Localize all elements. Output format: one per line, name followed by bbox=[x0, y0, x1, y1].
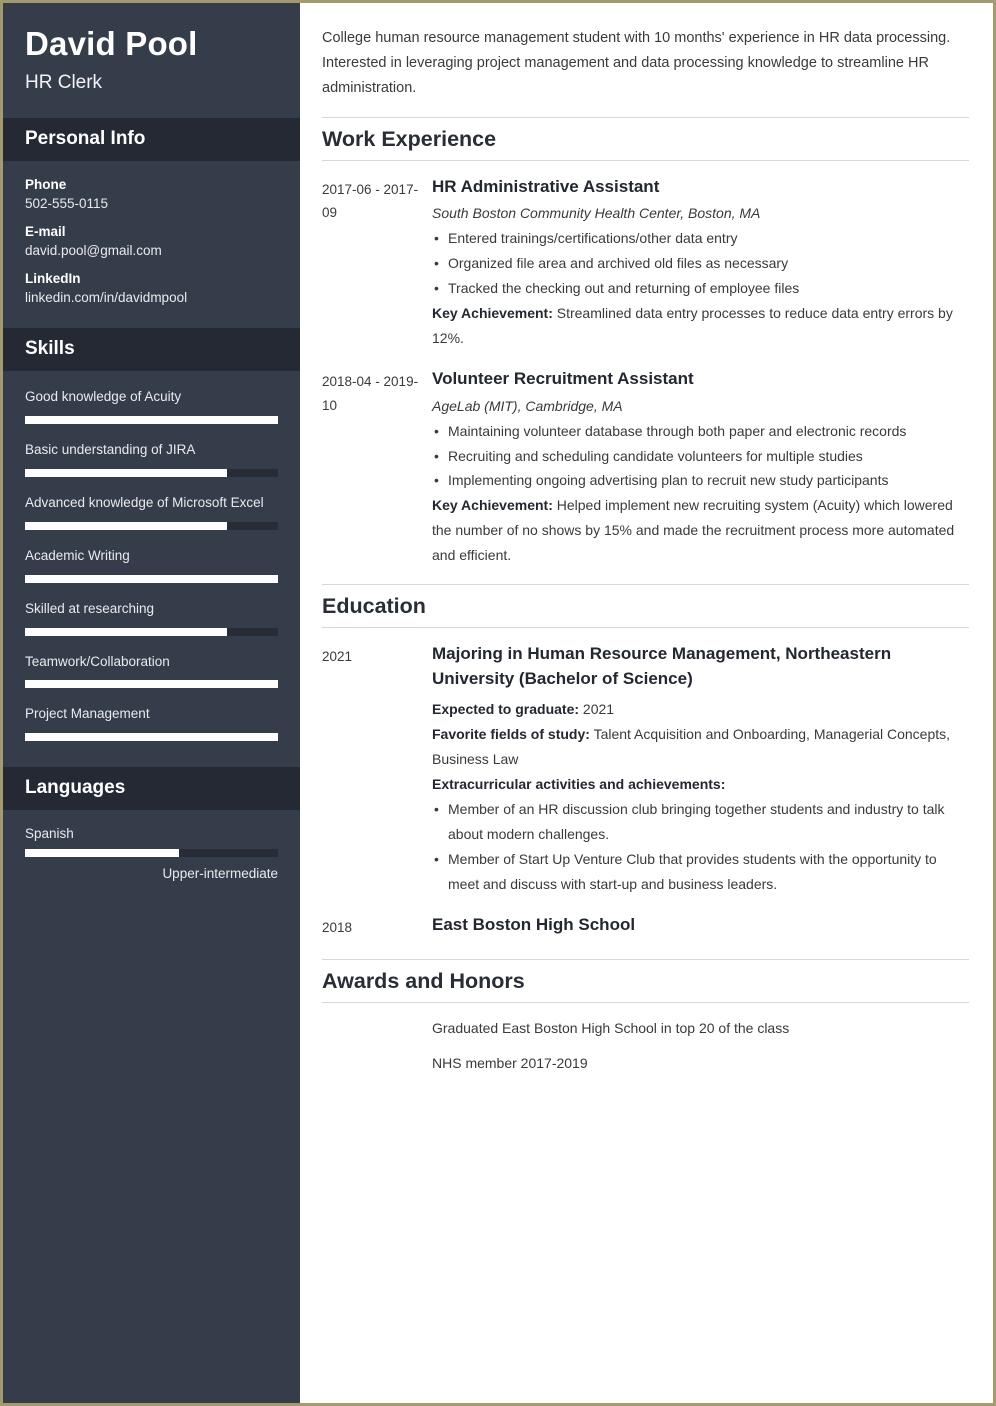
award-item bbox=[322, 1052, 969, 1074]
section-heading-awards: Awards and Honors bbox=[322, 959, 969, 1003]
contact-label: Phone bbox=[25, 176, 67, 192]
candidate-job-title: HR Clerk bbox=[25, 71, 103, 93]
skill-label: Advanced knowledge of Microsoft Excel bbox=[25, 494, 264, 510]
work-entry-date: 2017-06 - 2017-09 bbox=[322, 181, 419, 221]
work-entry-title: HR Administrative Assistant bbox=[432, 176, 660, 196]
education-field bbox=[432, 722, 969, 772]
skill-bar-track bbox=[25, 733, 278, 741]
education-field-value: Talent Acquisition and Onboarding, Managerial Concepts, Business Law bbox=[432, 726, 951, 768]
education-field-label: Expected to graduate: bbox=[432, 701, 580, 718]
skill-bar-track bbox=[25, 628, 278, 636]
skill-bar-fill bbox=[25, 416, 278, 424]
languages-list bbox=[3, 810, 300, 895]
skill-bar-fill bbox=[25, 522, 227, 530]
education-entry bbox=[322, 642, 969, 897]
candidate-name: David Pool bbox=[25, 25, 198, 62]
language-proficiency: Upper-intermediate bbox=[162, 866, 278, 882]
skill-label: Teamwork/Collaboration bbox=[25, 653, 170, 669]
contact-value-email[interactable]: david.pool@gmail.com bbox=[25, 242, 162, 258]
award-item bbox=[322, 1017, 969, 1039]
skill-label: Basic understanding of JIRA bbox=[25, 441, 196, 457]
education-field-label: Extracurricular activities and achievements: bbox=[432, 776, 726, 793]
sidebar bbox=[3, 3, 300, 1403]
skill-item bbox=[25, 704, 278, 741]
work-entry-body bbox=[432, 367, 969, 568]
skill-bar-track bbox=[25, 680, 278, 688]
section-heading-work-experience: Work Experience bbox=[322, 117, 969, 161]
language-label: Spanish bbox=[25, 826, 74, 842]
work-entry-body bbox=[432, 175, 969, 351]
skill-label: Good knowledge of Acuity bbox=[25, 388, 182, 404]
work-entry-achievement bbox=[432, 301, 969, 351]
skills-list bbox=[3, 371, 300, 767]
professional-summary: College human resource management student with 10 months' experience in HR data processing. Interested in leveraging project management and data processing knowledge to streamline HR administration. bbox=[322, 30, 951, 96]
education-field-label: Favorite fields of study: bbox=[432, 726, 590, 743]
skill-bar-fill bbox=[25, 733, 278, 741]
education-field bbox=[432, 697, 969, 722]
skill-item bbox=[25, 387, 278, 424]
contact-item-email bbox=[25, 224, 278, 258]
education-field bbox=[432, 772, 969, 797]
work-entry-bullets bbox=[432, 226, 969, 301]
skill-label: Project Management bbox=[25, 706, 150, 722]
skill-bar-track bbox=[25, 469, 278, 477]
sidebar-heading-personal-info: Personal Info bbox=[3, 118, 300, 161]
skill-bar-fill bbox=[25, 628, 227, 636]
contact-item-phone bbox=[25, 177, 278, 211]
main-content bbox=[300, 3, 993, 1403]
language-item bbox=[25, 826, 278, 881]
contact-label: LinkedIn bbox=[25, 270, 81, 286]
education-entry bbox=[322, 913, 969, 944]
list-item: • Entered trainings/certifications/other data entry bbox=[432, 226, 969, 251]
skill-label: Academic Writing bbox=[25, 547, 130, 563]
work-entry-title: Volunteer Recruitment Assistant bbox=[432, 368, 694, 388]
list-item: • Organized file area and archived old files as necessary bbox=[432, 251, 969, 276]
skill-item bbox=[25, 599, 278, 636]
list-item: • Implementing ongoing advertising plan to recruit new study participants bbox=[432, 468, 969, 493]
education-entry-title: East Boston High School bbox=[432, 914, 636, 934]
work-entry bbox=[322, 367, 969, 568]
skill-label: Skilled at researching bbox=[25, 600, 155, 616]
work-entry-date: 2018-04 - 2019-10 bbox=[322, 373, 419, 413]
skill-bar-track bbox=[25, 416, 278, 424]
sidebar-filler bbox=[3, 895, 300, 1403]
skill-bar-fill bbox=[25, 575, 278, 583]
skill-item bbox=[25, 546, 278, 583]
work-entry-bullets bbox=[432, 419, 969, 494]
award-text: NHS member 2017-2019 bbox=[432, 1054, 588, 1071]
skill-bar-fill bbox=[25, 680, 278, 688]
education-entry-date: 2018 bbox=[322, 919, 353, 935]
name-block bbox=[3, 3, 300, 118]
education-entry-title: Majoring in Human Resource Management, Northeastern University (Bachelor of Science) bbox=[432, 644, 892, 688]
education-entry-body bbox=[432, 913, 969, 944]
work-entry-employer: AgeLab (MIT), Cambridge, MA bbox=[432, 397, 623, 414]
skill-bar-fill bbox=[25, 469, 227, 477]
achievement-label: Key Achievement: bbox=[432, 497, 553, 514]
skill-bar-track bbox=[25, 522, 278, 530]
skill-item bbox=[25, 493, 278, 530]
education-entry-date: 2021 bbox=[322, 649, 353, 665]
work-entry-employer: South Boston Community Health Center, Boston, MA bbox=[432, 205, 761, 222]
list-item: • Member of an HR discussion club bringing together students and industry to talk about modern challenges. bbox=[432, 797, 969, 847]
contact-label: E-mail bbox=[25, 223, 66, 239]
achievement-text: Streamlined data entry processes to reduce data entry errors by 12%. bbox=[432, 305, 953, 347]
list-item: • Member of Start Up Venture Club that provides students with the opportunity to meet and discuss with start-up and business leaders. bbox=[432, 847, 969, 897]
language-bar-track bbox=[25, 849, 278, 857]
list-item: • Tracked the checking out and returning of employee files bbox=[432, 276, 969, 301]
contact-value-linkedin[interactable]: linkedin.com/in/davidmpool bbox=[25, 289, 188, 305]
skill-bar-track bbox=[25, 575, 278, 583]
personal-info-list bbox=[3, 161, 300, 328]
contact-item-linkedin bbox=[25, 271, 278, 305]
list-item: • Maintaining volunteer database through both paper and electronic records bbox=[432, 419, 969, 444]
award-text: Graduated East Boston High School in top 20 of the class bbox=[432, 1020, 790, 1037]
education-entry-body bbox=[432, 642, 969, 897]
sidebar-heading-languages: Languages bbox=[3, 767, 300, 810]
skill-item bbox=[25, 440, 278, 477]
achievement-label: Key Achievement: bbox=[432, 305, 553, 322]
sidebar-heading-skills: Skills bbox=[3, 328, 300, 371]
skill-item bbox=[25, 652, 278, 689]
education-field-value: 2021 bbox=[582, 701, 615, 718]
contact-value-phone[interactable]: 502-555-0115 bbox=[25, 195, 109, 211]
language-bar-fill bbox=[25, 849, 179, 857]
section-heading-education: Education bbox=[322, 584, 969, 628]
work-entry-achievement bbox=[432, 493, 969, 568]
list-item: • Recruiting and scheduling candidate volunteers for multiple studies bbox=[432, 444, 969, 469]
work-entry bbox=[322, 175, 969, 351]
education-entry-bullets bbox=[432, 797, 969, 897]
achievement-text: Helped implement new recruiting system (Acuity) which lowered the number of no shows by 15% and made the recruitment process more automated and efficient. bbox=[432, 497, 955, 564]
